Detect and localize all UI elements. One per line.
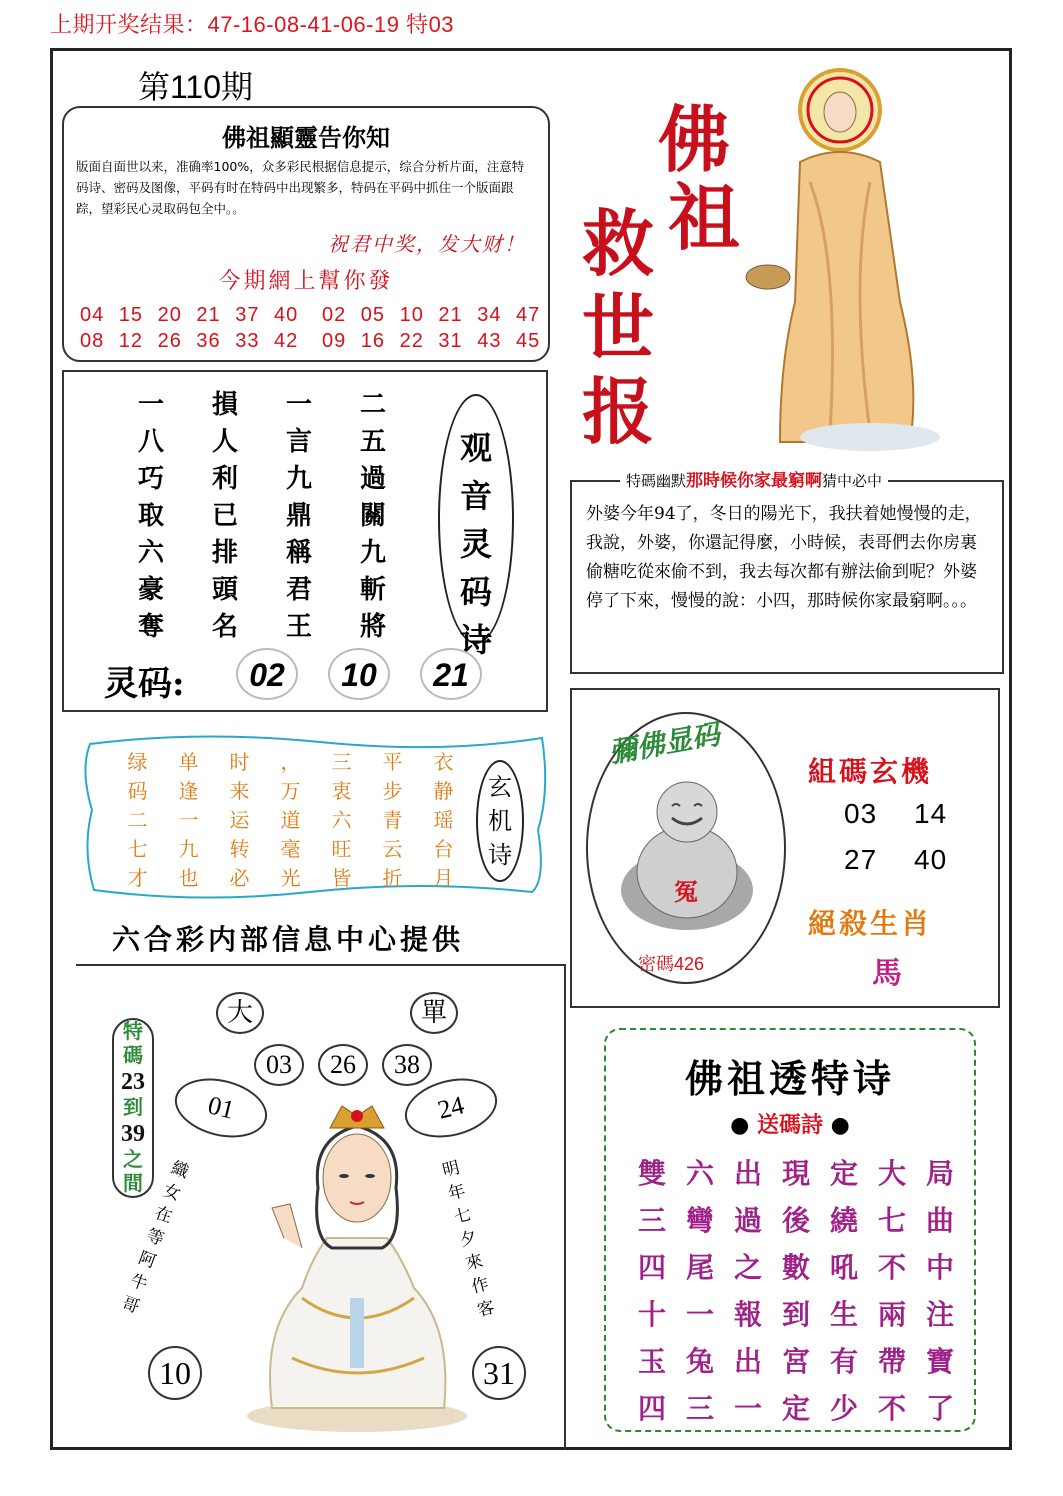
poem-char: 定 xyxy=(829,1157,858,1190)
circle-number: 03 xyxy=(254,1044,304,1086)
poem-char: 報 xyxy=(733,1298,762,1331)
poem-char: 一 xyxy=(685,1298,714,1331)
right-vertical-verse: 明年七夕來作客 xyxy=(440,1157,497,1322)
poem-char: 宮 xyxy=(781,1345,810,1378)
bottom-left-number: 10 xyxy=(148,1346,202,1400)
poem-char: 生 xyxy=(829,1298,858,1331)
poem-char: 豪 xyxy=(137,575,164,605)
jueshao-title: 絕殺生肖 xyxy=(808,907,933,940)
poem-char: 六 xyxy=(685,1157,714,1190)
poem-char: 少 xyxy=(829,1392,858,1425)
poem-char: 四 xyxy=(637,1251,666,1284)
zuma-number: 14 xyxy=(914,798,948,829)
lingma-number: 10 xyxy=(328,648,390,700)
secret-code: 密碼426 xyxy=(638,954,705,974)
poem-char: 静 xyxy=(433,779,454,803)
poem-char: 三 xyxy=(685,1392,714,1425)
story-text: 外婆今年94了，冬日的陽光下，我扶着她慢慢的走，我說，外婆，你還記得麼，小時候，表哥們去你房裏偷糖吃從來偷不到，我去每次都有辦法偷到呢？外婆停了下來，慢慢的說：小四，那時候你家最窮啊。。。 xyxy=(586,504,982,611)
poem-char: 旺 xyxy=(331,837,352,861)
main-title-char: 祖 xyxy=(668,175,741,260)
poem-char: 不 xyxy=(877,1251,906,1284)
poem-char: 奪 xyxy=(137,612,164,642)
poem-char: 雙 xyxy=(637,1157,666,1190)
poem-char: 折 xyxy=(382,866,403,890)
poem-char: 步 xyxy=(382,779,403,803)
poem-char: 損 xyxy=(211,390,238,420)
big-label: 大 xyxy=(216,992,264,1034)
buddha-title: 彌佛显码 xyxy=(606,717,723,770)
standing-buddha-image xyxy=(740,62,950,462)
poem-char: 九 xyxy=(178,837,199,861)
poem-char: 出 xyxy=(733,1345,762,1378)
poem-char: 之 xyxy=(733,1251,762,1284)
poem-char: 吼 xyxy=(829,1251,858,1284)
poem-char: 斬 xyxy=(359,575,386,605)
num-row: 04 15 20 21 37 40 xyxy=(80,304,299,326)
poem-char: 光 xyxy=(280,866,301,890)
oval-number-right: 24 xyxy=(399,1069,504,1146)
poem-char: 六 xyxy=(331,808,352,832)
num-row: 02 05 10 21 34 47 xyxy=(322,304,541,326)
lingma-label: 灵码: xyxy=(104,664,185,704)
poem-char: 绿 xyxy=(127,750,148,774)
poem-char: 寶 xyxy=(925,1345,954,1378)
poem-char: 名 xyxy=(211,612,238,642)
poem-char: ， xyxy=(280,750,301,774)
poem-char: 大 xyxy=(877,1157,906,1190)
poem-char: 瑶 xyxy=(433,808,454,832)
tema-to-word: 到 xyxy=(123,1097,143,1119)
poem-char: 二 xyxy=(359,390,386,420)
zuma-box xyxy=(570,688,1000,1008)
main-title-char: 世 xyxy=(582,285,655,370)
poem-char: 有 xyxy=(829,1345,858,1378)
jueshao-value: 馬 xyxy=(872,956,902,991)
issue-number: 第110期 xyxy=(138,69,254,105)
poem-char: 出 xyxy=(733,1157,762,1190)
bottom-right-number: 31 xyxy=(472,1346,526,1400)
poem-char: 五 xyxy=(359,427,386,457)
poem-char: 過 xyxy=(733,1204,762,1237)
circle-number: 26 xyxy=(318,1044,368,1086)
poem-char: 不 xyxy=(877,1392,906,1425)
poem-char: 彎 xyxy=(685,1204,714,1237)
poem-char: 台 xyxy=(433,837,454,861)
poem-char: 後 xyxy=(781,1204,810,1237)
poem-char: 君 xyxy=(285,575,312,605)
poem-char: 七 xyxy=(877,1204,906,1237)
poem-char: 頭 xyxy=(211,575,238,605)
poem-char: 一 xyxy=(137,390,164,420)
poem-char: 過 xyxy=(359,464,386,494)
poem-char: 二 xyxy=(127,808,148,832)
tou-te-poem-grid xyxy=(628,1152,964,1434)
guanyin-poem-box xyxy=(62,370,548,712)
poem-char: 玉 xyxy=(637,1345,666,1378)
buddha-char: 冤 xyxy=(674,877,698,906)
poem-char: 单 xyxy=(178,750,199,774)
poem-char: 转 xyxy=(229,837,250,861)
poem-char: 三 xyxy=(637,1204,666,1237)
poem-char: 鼎 xyxy=(285,501,312,531)
poem-char: 一 xyxy=(178,808,199,832)
tou-te-poem-box xyxy=(604,1028,976,1432)
poem-char: 已 xyxy=(211,501,238,531)
intro-wish: 祝君中奖，发大财！ xyxy=(328,232,526,256)
intro-title: 佛祖顯靈告你知 xyxy=(222,123,390,152)
poem-char: 月 xyxy=(433,866,454,890)
poem-char: 帶 xyxy=(877,1345,906,1378)
poem-char: 毫 xyxy=(280,837,301,861)
story-header-post: 猜中必中 xyxy=(822,472,883,490)
provider-line: 六合彩内部信息中心提供 xyxy=(112,923,465,956)
lingma-number: 21 xyxy=(420,648,482,700)
xuanji-title: 玄机诗 xyxy=(488,773,512,869)
poem-char: 三 xyxy=(331,750,352,774)
poem-char: 逢 xyxy=(178,779,199,803)
lingma-number: 02 xyxy=(236,648,298,700)
poem-char: 人 xyxy=(211,427,238,457)
guanyin-title-oval xyxy=(438,394,514,659)
poem-char: 运 xyxy=(229,808,250,832)
poem-char: 數 xyxy=(781,1251,810,1284)
poem-char: 言 xyxy=(285,427,312,457)
guanyin-title: 观音灵码诗 xyxy=(460,429,493,659)
poem-char: 關 xyxy=(359,501,386,531)
tema-from: 23 xyxy=(121,1069,145,1095)
poem-char: 曲 xyxy=(925,1204,954,1237)
poem-char: 中 xyxy=(925,1251,954,1284)
story-header-highlight: 那時候你家最窮啊 xyxy=(686,471,823,491)
intro-box xyxy=(62,106,550,362)
zuma-number: 03 xyxy=(844,798,878,829)
poem-char: 道 xyxy=(280,808,301,832)
poem-char: 稱 xyxy=(285,538,312,568)
poem-char: 排 xyxy=(211,538,238,568)
poem-char: 將 xyxy=(359,612,386,642)
main-title-char: 佛 xyxy=(658,97,731,182)
tema-label: 碼 xyxy=(123,1045,143,1067)
num-row: 08 12 26 36 33 42 xyxy=(80,330,299,352)
poem-char: 到 xyxy=(781,1298,810,1331)
poem-char: 来 xyxy=(229,779,250,803)
story-box xyxy=(570,480,1004,674)
circle-number: 38 xyxy=(382,1044,432,1086)
guanyin-seated-image xyxy=(232,1098,482,1438)
poem-char: 码 xyxy=(127,779,148,803)
story-header xyxy=(620,466,888,491)
tou-te-poem-subtitle: ● 送碼詩 ● xyxy=(730,1112,850,1138)
story-header-pre: 特碼幽默 xyxy=(626,472,687,490)
left-vertical-verse: 織女在等阿牛哥 xyxy=(119,1157,192,1318)
poem-char: 九 xyxy=(359,538,386,568)
tema-range xyxy=(112,1018,154,1198)
poem-char: 繞 xyxy=(829,1204,858,1237)
poem-char: 巧 xyxy=(137,464,164,494)
poem-char: 注 xyxy=(925,1298,954,1331)
main-title-char: 报 xyxy=(582,369,655,454)
subtitle-text: 送碼詩 xyxy=(756,1112,823,1138)
poem-char: 尾 xyxy=(685,1251,714,1284)
poem-char: 局 xyxy=(925,1157,954,1190)
poem-char: 利 xyxy=(211,464,238,494)
poem-char: 平 xyxy=(382,750,403,774)
zuma-title: 組碼玄機 xyxy=(808,755,933,788)
online-title: 今期網上幫你發 xyxy=(218,269,394,294)
xuanji-poem-grid xyxy=(112,746,469,891)
tema-label: 特 xyxy=(123,1021,143,1043)
laughing-buddha-image xyxy=(612,772,762,932)
poem-char: 兩 xyxy=(877,1298,906,1331)
poem-char: 青 xyxy=(382,808,403,832)
poem-char: 八 xyxy=(137,427,164,457)
poem-char: 时 xyxy=(229,750,250,774)
poem-char: 云 xyxy=(382,837,403,861)
poem-char: 也 xyxy=(178,866,199,890)
tema-between: 之間 xyxy=(123,1149,143,1195)
poem-char: 六 xyxy=(137,538,164,568)
poem-char: 現 xyxy=(781,1157,810,1190)
main-title-char: 救 xyxy=(582,201,655,286)
poem-char: 王 xyxy=(285,612,312,642)
poem-char: 定 xyxy=(781,1392,810,1425)
poem-char: 一 xyxy=(285,390,312,420)
poem-char: 衷 xyxy=(331,779,352,803)
poem-char: 皆 xyxy=(331,866,352,890)
poem-char: 兔 xyxy=(685,1345,714,1378)
zuma-number: 40 xyxy=(914,844,948,875)
tema-to: 39 xyxy=(121,1121,145,1147)
poem-char: 十 xyxy=(637,1298,666,1331)
poem-char: 取 xyxy=(137,501,164,531)
zuma-number: 27 xyxy=(844,844,878,875)
oval-number-left: 01 xyxy=(169,1069,274,1146)
guanyin-poem-grid xyxy=(114,384,410,643)
xuanji-title-oval xyxy=(476,760,524,882)
intro-text: 版面自面世以来，准确率100%，众多彩民根据信息提示，综合分析片面，注意特码诗、密码及图像，平码有时在特码中出现繁多，特码在平码中抓住一个版面跟踪，望彩民心灵取码包全中。。 xyxy=(76,159,525,216)
last-result: 上期开奖结果：47-16-08-41-06-19 特03 xyxy=(50,12,455,37)
laughing-buddha-oval xyxy=(586,712,786,984)
poem-char: 四 xyxy=(637,1392,666,1425)
poem-char: 七 xyxy=(127,837,148,861)
poem-char: 万 xyxy=(280,779,301,803)
poem-char: 九 xyxy=(285,464,312,494)
poem-char: 衣 xyxy=(433,750,454,774)
poem-char: 才 xyxy=(127,866,148,890)
poem-char: 必 xyxy=(229,866,250,890)
num-row: 09 16 22 31 43 45 xyxy=(322,330,541,352)
poem-char: 一 xyxy=(733,1392,762,1425)
poem-char: 了 xyxy=(925,1392,954,1425)
tou-te-poem-title: 佛祖透特诗 xyxy=(684,1056,895,1101)
single-label: 單 xyxy=(410,992,458,1034)
